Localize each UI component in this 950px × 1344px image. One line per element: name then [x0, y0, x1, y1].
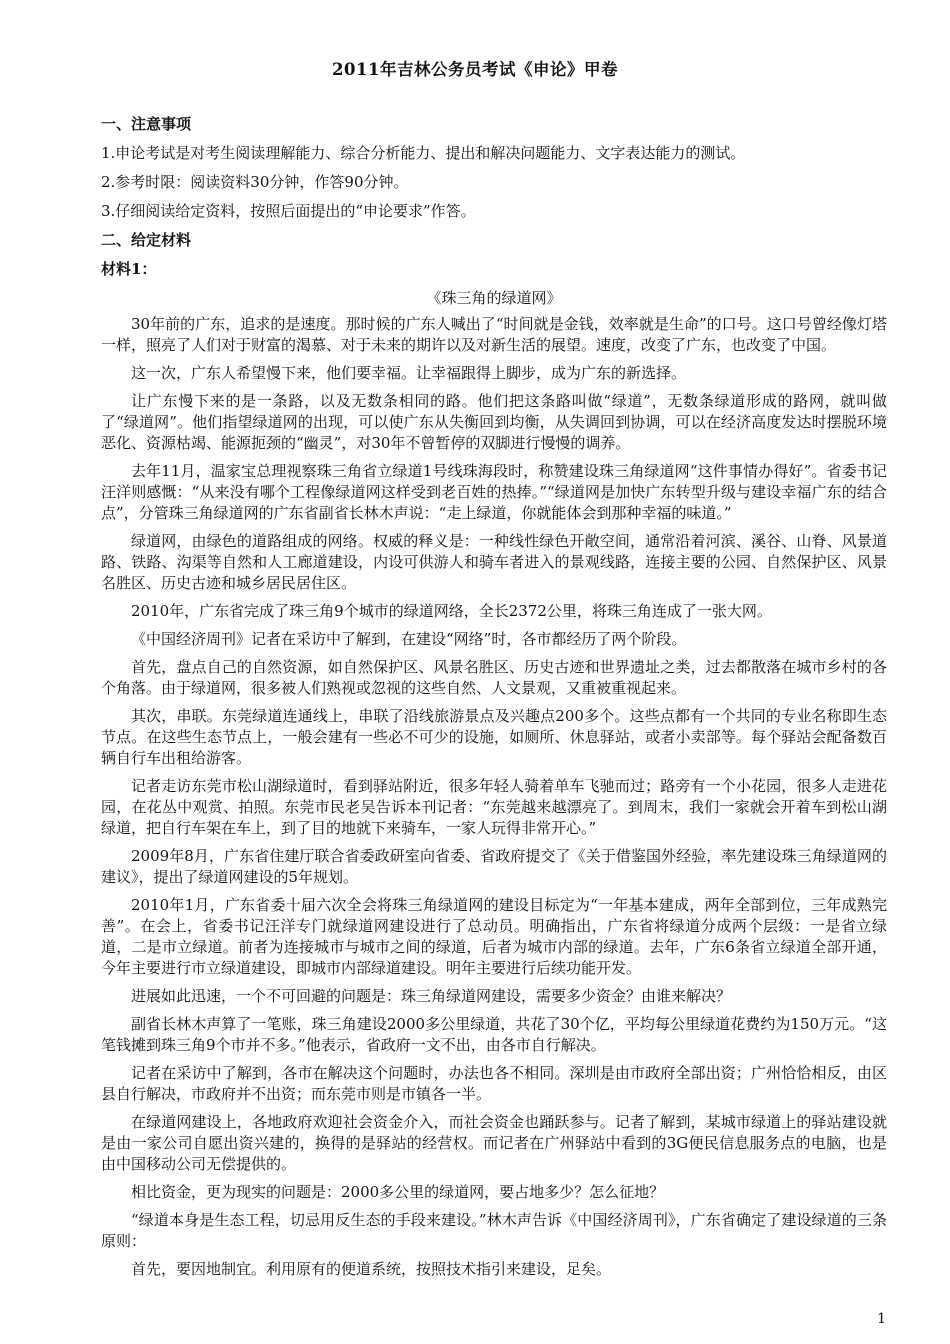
- section-heading-materials: 二、给定材料: [101, 231, 192, 249]
- paragraph: 2010年1月，广东省委十届六次全会将珠三角绿道网的建设目标定为“一年基本建成，两年全部到位，三年成熟完善”。在会上，省委书记汪洋专门就绿道网建设进行了总动员。明确指出，广东省将绿道分成两个层级：一是省立绿道，二是市立绿道。前者为连接城市与城市之间的绿道，后者为城市内部的绿道。去年，广东6条省立绿道全部开通，今年主要进行市立绿道建设，即城市内部绿道建设。明年主要进行后续功能开发。: [101, 896, 887, 977]
- paragraph: 《中国经济周刊》记者在采访中了解到，在建设“网络”时，各市都经历了两个阶段。: [131, 630, 687, 648]
- note-item: 3.仔细阅读给定资料，按照后面提出的“申论要求”作答。: [101, 202, 476, 220]
- note-item: 2.参考时限：阅读资料30分钟，作答90分钟。: [101, 173, 409, 191]
- paragraph: 在绿道网建设上，各地政府欢迎社会资金介入，而社会资金也踊跃参与。记者了解到，某城市绿道上的驿站建设就是由一家公司自愿出资兴建的，换得的是驿站的经营权。而记者在广州驿站中看到的3G便民信息服务点的电脑，也是由中国移动公司无偿提供的。: [101, 1113, 887, 1173]
- paragraph: 记者在采访中了解到，各市在解决这个问题时，办法也各不相同。深圳是由市政府全部出资；广州恰恰相反，由区县自行解决，市政府并不出资；而东莞市则是市镇各一半。: [101, 1064, 887, 1103]
- paragraph: 让广东慢下来的是一条路，以及无数条相同的路。他们把这条路叫做“绿道”，无数条绿道形成的路网，就叫做了“绿道网”。他们指望绿道网的出现，可以使广东从失衡回到均衡，从失调回到协调，可以在经济高度发达时摆脱环境恶化、资源枯竭、能源扼颈的“幽灵”，对30年不曾暂停的双脚进行慢慢的调养。: [101, 392, 887, 452]
- document-title: 2011年吉林公务员考试《申论》甲卷: [332, 60, 618, 79]
- paragraph: 首先，盘点自己的自然资源，如自然保护区、风景名胜区、历史古迹和世界遗址之类，过去都散落在城市乡村的各个角落。由于绿道网，很多被人们熟视或忽视的这些自然、人文景观，又重被重视起来。: [101, 658, 887, 697]
- page-number: 1: [877, 1311, 886, 1327]
- material-label: 材料1：: [101, 260, 157, 278]
- note-item: 1.申论考试是对考生阅读理解能力、综合分析能力、提出和解决问题能力、文字表达能力的测试。: [101, 144, 746, 162]
- paragraph: 其次，串联。东莞绿道连通线上，串联了沿线旅游景点及兴趣点200多个。这些点都有一个共同的专业名称即生态节点。在这些生态节点上，一般会建有一些必不可少的设施，如厕所、休息驿站，或者小卖部等。每个驿站会配备数百辆自行车出租给游客。: [101, 707, 887, 767]
- paragraph: 去年11月，温家宝总理视察珠三角省立绿道1号线珠海段时，称赞建设珠三角绿道网“这件事情办得好”。省委书记汪洋则感慨：“从来没有哪个工程像绿道网这样受到老百姓的热捧。”“绿道网是加快广东转型升级与建设幸福广东的结合点”，分管珠三角绿道网的广东省副省长林木声说：“走上绿道，你就能体会到那种幸福的味道。”: [101, 462, 887, 522]
- paragraph: 相比资金，更为现实的问题是：2000多公里的绿道网，要占地多少？怎么征地？: [131, 1183, 665, 1201]
- paragraph: 这一次，广东人希望慢下来，他们要幸福。让幸福跟得上脚步，成为广东的新选择。: [131, 364, 687, 382]
- paragraph: 进展如此迅速，一个不可回避的问题是：珠三角绿道网建设，需要多少资金？由谁来解决？: [131, 987, 732, 1005]
- paragraph: 2010年，广东省完成了珠三角9个城市的绿道网络，全长2372公里，将珠三角连成了一张大网。: [131, 602, 772, 620]
- document-body: [101, 114, 887, 1287]
- paragraph: 30年前的广东，追求的是速度。那时候的广东人喊出了“时间就是金钱，效率就是生命”的口号。这口号曾经像灯塔一样，照亮了人们对于财富的渴慕、对于未来的期许以及对新生活的展望。速度，改变了广东，也改变了中国。: [101, 315, 887, 354]
- material-title: 《珠三角的绿道网》: [426, 289, 562, 307]
- paragraph: 副省长林木声算了一笔账，珠三角建设2000多公里绿道，共花了30个亿，平均每公里绿道花费约为150万元。“这笔钱摊到珠三角9个市并不多。”他表示，省政府一文不出，由各市自行解决。: [101, 1015, 887, 1054]
- section-heading-notes: 一、注意事项: [101, 115, 192, 133]
- paragraph: 记者走访东莞市松山湖绿道时，看到驿站附近，很多年轻人骑着单车飞驰而过；路旁有一个小花园，很多人走进花园，在花丛中观赏、拍照。东莞市民老吴告诉本刊记者：“东莞越来越漂亮了。到周末，我们一家就会开着车到松山湖绿道，把自行车架在车上，到了目的地就下来骑车，一家人玩得非常开心。”: [101, 777, 887, 837]
- paragraph: 绿道网，由绿色的道路组成的网络。权威的释义是：一种线性绿色开敞空间，通常沿着河滨、溪谷、山脊、风景道路、铁路、沟渠等自然和人工廊道建设，内设可供游人和骑车者进入的景观线路，连接主要的公园、自然保护区、风景名胜区、历史古迹和城乡居民居住区。: [101, 532, 887, 592]
- paragraph: 首先，要因地制宜。利用原有的便道系统，按照技术指引来建设，足矣。: [131, 1260, 612, 1278]
- paragraph: 2009年8月，广东省住建厅联合省委政研室向省委、省政府提交了《关于借鉴国外经验，率先建设珠三角绿道网的建议》，提出了绿道网建设的5年规划。: [101, 847, 887, 886]
- paragraph: “绿道本身是生态工程，切忌用反生态的手段来建设。”林木声告诉《中国经济周刊》，广东省确定了建设绿道的三条原则：: [101, 1211, 887, 1250]
